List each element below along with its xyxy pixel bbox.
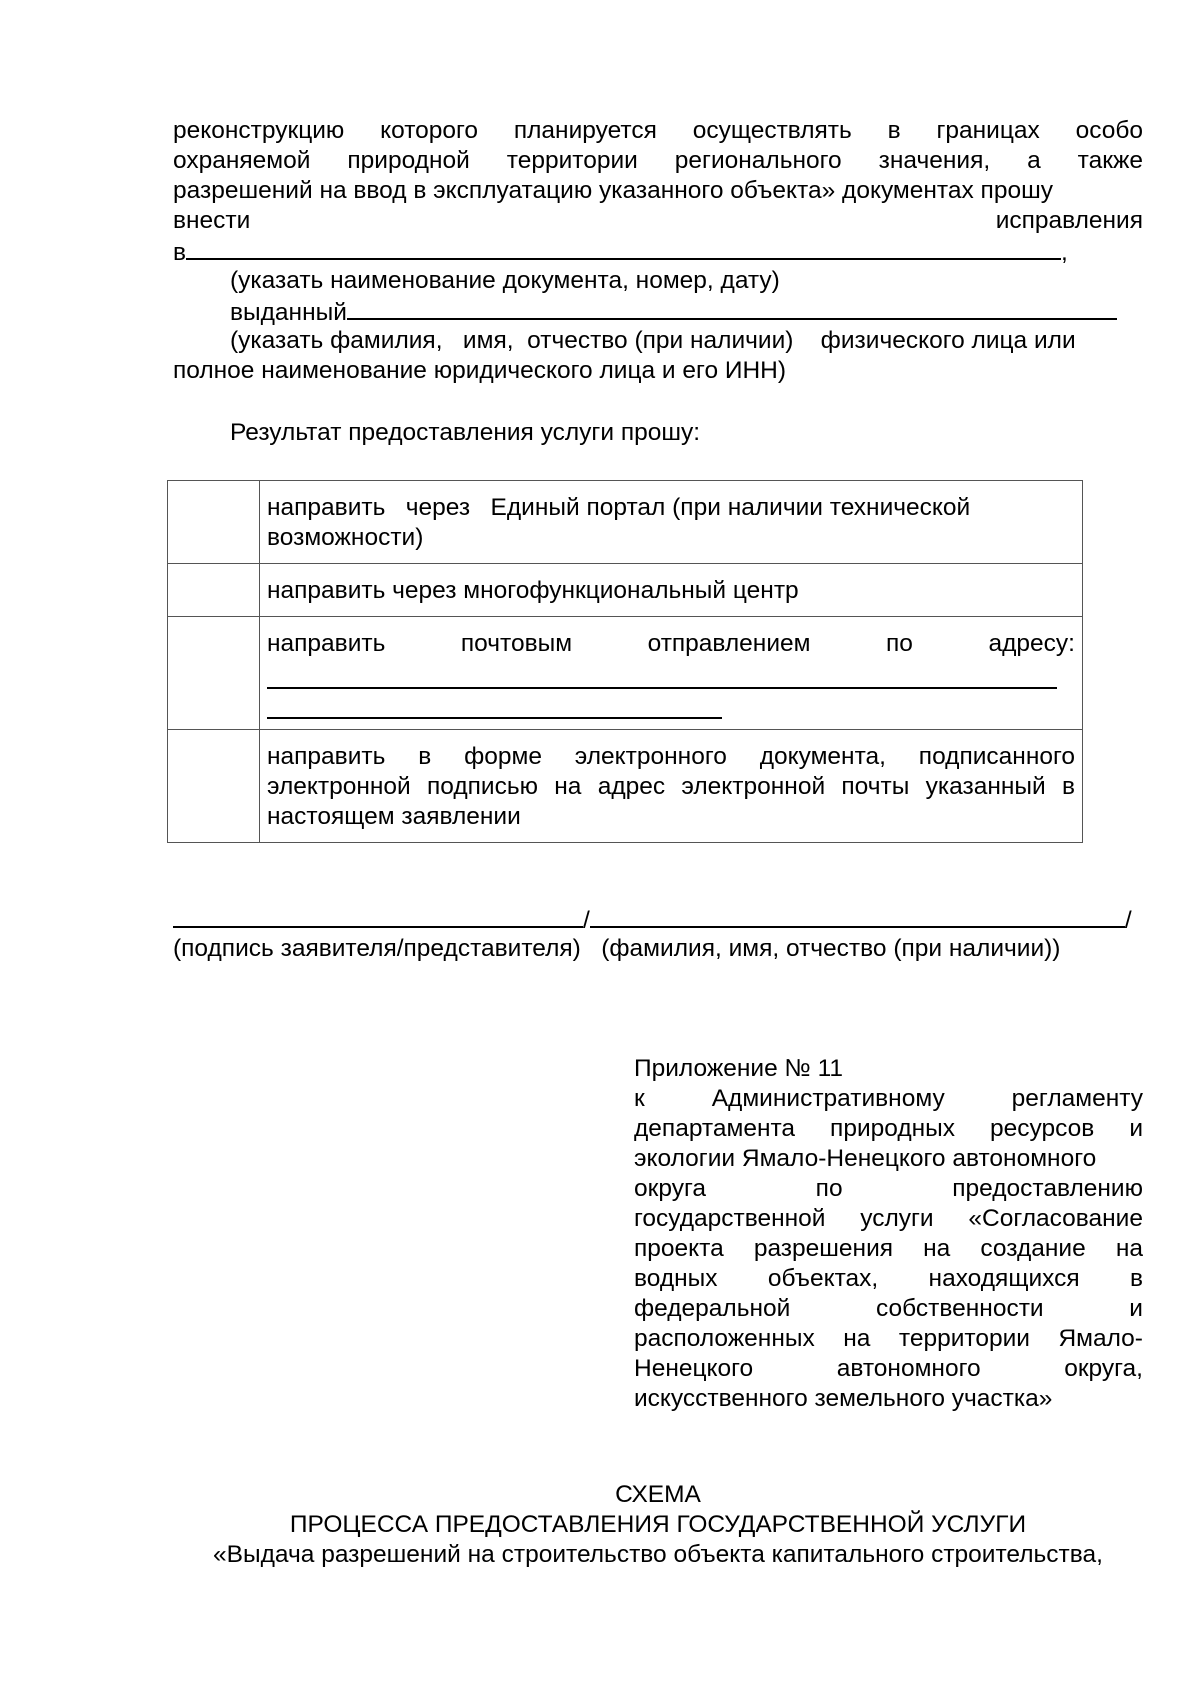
intro-line2-word: природной — [347, 147, 470, 174]
appendix-line: искусственного земельного участка» — [634, 1385, 1053, 1412]
scheme-subtitle: ПРОЦЕССА ПРЕДОСТАВЛЕНИЯ ГОСУДАРСТВЕННОЙ УСЛУГИ — [289, 1511, 1027, 1538]
address-blank-line-2[interactable] — [267, 689, 722, 719]
appendix-line — [634, 1234, 1143, 1264]
option-checkbox-post[interactable] — [168, 617, 260, 730]
option-row-portal — [168, 481, 1083, 564]
option-checkbox-email[interactable] — [168, 730, 260, 843]
scheme-title: СХЕМА — [615, 1481, 701, 1508]
signature-blank[interactable] — [173, 902, 583, 928]
appendix-line — [634, 1174, 1143, 1204]
issued-blank-line[interactable] — [347, 296, 1117, 320]
name-blank[interactable] — [590, 902, 1125, 928]
appendix-word: Административному — [711, 1085, 945, 1112]
appendix-word: автономного — [836, 1355, 981, 1382]
appendix-word: услуги — [860, 1205, 934, 1232]
appendix-word: на — [1115, 1235, 1143, 1262]
appendix-word: собственности — [876, 1295, 1044, 1322]
appendix-word: объектах, — [767, 1265, 879, 1292]
appendix-word: государственной — [634, 1205, 826, 1232]
intro-line5-suffix: , — [1061, 239, 1068, 266]
appendix-word: регламенту — [1011, 1085, 1143, 1112]
appendix-line — [634, 1354, 1143, 1384]
appendix-word: «Согласование — [968, 1205, 1143, 1232]
option-post-word: отправлением — [647, 630, 811, 657]
appendix-word: разрешения — [753, 1235, 894, 1262]
option-post-word: по — [886, 630, 913, 657]
signature-line — [173, 902, 1132, 936]
issued-label: выданный — [230, 299, 347, 326]
appendix-word: и — [1129, 1115, 1143, 1142]
appendix-line — [634, 1294, 1143, 1324]
intro-line2-word: значения, — [878, 147, 991, 174]
intro-line1-word: особо — [1075, 117, 1143, 144]
appendix-line — [634, 1204, 1143, 1234]
option-text-portal: направить через Единый портал (при наличии технической возможности) — [260, 481, 1083, 564]
appendix-word: создание — [980, 1235, 1086, 1262]
intro-line5-prefix: в — [173, 239, 187, 266]
signature-caption: (подпись заявителя/представителя) (фамилия, имя, отчество (при наличии)) — [173, 935, 1061, 962]
intro-line-3: разрешений на ввод в эксплуатацию указанного объекта» документах прошу — [173, 177, 1053, 204]
intro-line1-word: осуществлять — [692, 117, 852, 144]
option-checkbox-portal[interactable] — [168, 481, 260, 564]
intro-paragraph — [173, 116, 1143, 266]
intro-word-left: внести — [173, 207, 251, 234]
signature-end: / — [1124, 907, 1132, 934]
intro-line1-word: планируется — [513, 117, 657, 144]
option-checkbox-mfc[interactable] — [168, 564, 260, 617]
option-row-mfc — [168, 564, 1083, 617]
intro-line1-word: которого — [380, 117, 479, 144]
option-row-email — [168, 730, 1083, 843]
issued-line — [230, 296, 1117, 328]
option-post-word: адресу: — [988, 630, 1075, 657]
appendix-word: расположенных — [634, 1325, 815, 1352]
intro-line2-word: охраняемой — [173, 147, 311, 174]
appendix-word: на — [843, 1325, 871, 1352]
appendix-word: территории — [898, 1325, 1030, 1352]
appendix-word: к — [634, 1085, 645, 1112]
intro-line1-word: границах — [936, 117, 1040, 144]
scheme-header — [173, 1480, 1143, 1570]
appendix-text — [634, 1084, 1143, 1414]
appendix-line — [634, 1084, 1143, 1114]
option-post-word: почтовым — [460, 630, 573, 657]
intro-line2-word: территории — [506, 147, 638, 174]
appendix-word: Ямало- — [1058, 1325, 1143, 1352]
intro-line2-word: также — [1077, 147, 1143, 174]
appendix-word: федеральной — [634, 1295, 791, 1322]
intro-line-4 — [173, 206, 1143, 236]
appendix-word: округа, — [1064, 1355, 1143, 1382]
intro-line2-word: регионального — [674, 147, 842, 174]
intro-line1-word: в — [887, 117, 901, 144]
scheme-line-3: «Выдача разрешений на строительство объекта капитального строительства, — [213, 1541, 1103, 1568]
document-blank-line[interactable] — [186, 236, 1061, 260]
appendix-line — [634, 1114, 1143, 1144]
intro-line-5 — [173, 236, 1143, 266]
person-hint-line-2: полное наименование юридического лица и его ИНН) — [173, 357, 787, 384]
appendix-word: Ненецкого — [634, 1355, 754, 1382]
appendix-word: округа — [634, 1175, 706, 1202]
appendix-word: водных — [634, 1265, 718, 1292]
intro-line2-word: а — [1027, 147, 1041, 174]
option-text-post — [267, 629, 1075, 659]
address-blank-line-1[interactable] — [267, 659, 1057, 689]
person-hint-line-1: (указать фамилия, имя, отчество (при наличии) физического лица или — [230, 327, 1076, 354]
option-cell-post — [260, 617, 1083, 730]
appendix-word: в — [1129, 1265, 1143, 1292]
appendix-word: на — [923, 1235, 951, 1262]
appendix-line: экологии Ямало-Ненецкого автономного — [634, 1145, 1097, 1172]
appendix-title: Приложение № 11 — [634, 1055, 844, 1082]
appendix-line — [634, 1264, 1143, 1294]
option-text-mfc: направить через многофункциональный центр — [260, 564, 1083, 617]
result-label: Результат предоставления услуги прошу: — [230, 419, 701, 446]
appendix-line — [634, 1324, 1143, 1354]
appendix-word: и — [1129, 1295, 1143, 1322]
intro-line-2 — [173, 146, 1143, 176]
intro-word-right: исправления — [995, 207, 1143, 234]
appendix-block — [634, 1054, 1143, 1414]
appendix-word: природных — [830, 1115, 956, 1142]
appendix-word: предоставлению — [952, 1175, 1143, 1202]
option-text-email: направить в форме электронного документа, подписанного электронной подписью на адрес электронной почты указанный в настоящем заявлении — [260, 730, 1083, 843]
result-options-table — [167, 480, 1083, 843]
document-hint: (указать наименование документа, номер, дату) — [230, 267, 780, 294]
intro-line1-word: реконструкцию — [173, 117, 345, 144]
option-post-word: направить — [267, 630, 386, 657]
signature-separator: / — [583, 907, 590, 934]
appendix-word: находящихся — [928, 1265, 1080, 1292]
intro-line-1 — [173, 116, 1143, 146]
option-row-post — [168, 617, 1083, 730]
appendix-word: ресурсов — [990, 1115, 1095, 1142]
appendix-word: департамента — [634, 1115, 796, 1142]
appendix-word: проекта — [634, 1235, 724, 1262]
appendix-word: по — [815, 1175, 843, 1202]
